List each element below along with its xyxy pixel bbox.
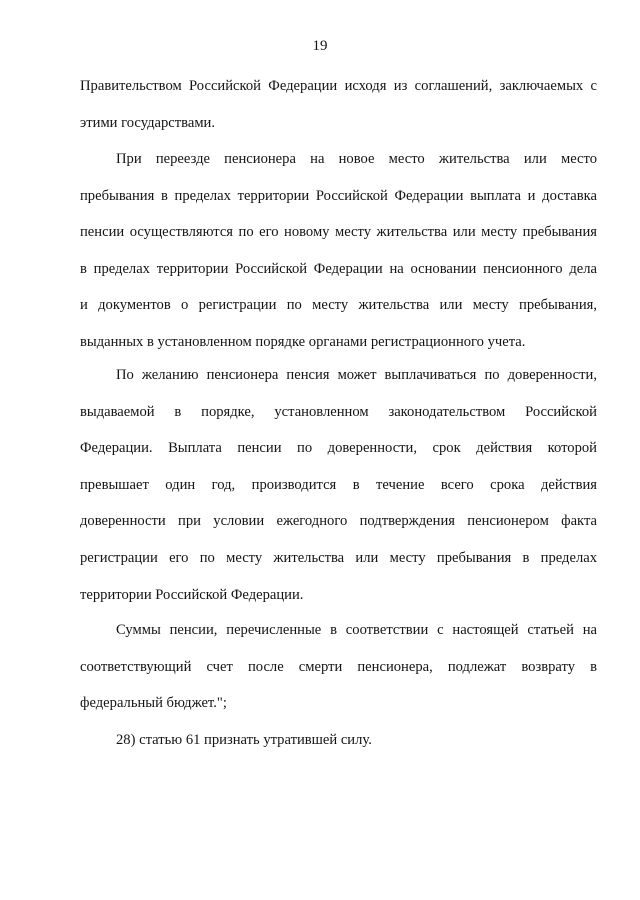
text-line: пенсии осуществляются по его новому месту жительства или месту пребывания <box>80 224 597 241</box>
text-line: 28) статью 61 признать утратившей силу. <box>116 732 372 748</box>
text-line: При переезде пенсионера на новое место жительства или место <box>116 151 597 167</box>
text-line: этими государствами. <box>80 114 216 131</box>
paragraph-2 <box>80 141 597 361</box>
text-line: и документов о регистрации по месту жительства или месту пребывания, <box>80 297 597 314</box>
text-line: выданных в установленном порядке органами регистрационного учета. <box>80 333 526 350</box>
text-line: выдаваемой в порядке, установленном законодательством Российской <box>80 403 597 420</box>
text-line: По желанию пенсионера пенсия может выплачиваться по доверенности, <box>116 367 597 383</box>
text-line: Суммы пенсии, перечисленные в соответствии с настоящей статьей на <box>116 622 597 638</box>
text-line: превышает один год, производится в течение всего срока действия <box>80 476 597 493</box>
page-number: 19 <box>312 38 328 54</box>
text-line: территории Российской Федерации. <box>80 586 304 603</box>
text-line: пребывания в пределах территории Российской Федерации выплата и доставка <box>80 187 597 204</box>
text-line: регистрации его по месту жительства или месту пребывания в пределах <box>80 549 597 566</box>
paragraph-3 <box>80 357 597 613</box>
text-line: Правительством Российской Федерации исходя из соглашений, заключаемых с <box>80 78 597 94</box>
text-line: доверенности при условии ежегодного подтверждения пенсионером факта <box>80 513 597 530</box>
text-line: Федерации. Выплата пенсии по доверенности, срок действия которой <box>80 440 597 457</box>
text-line: федеральный бюджет."; <box>80 695 227 712</box>
text-line: в пределах территории Российской Федерации на основании пенсионного дела <box>80 260 597 277</box>
paragraph-4 <box>80 612 597 722</box>
text-line: соответствующий счет после смерти пенсионера, подлежат возврату в <box>80 658 597 675</box>
paragraph-1 <box>80 68 597 141</box>
paragraph-5 <box>80 722 597 759</box>
